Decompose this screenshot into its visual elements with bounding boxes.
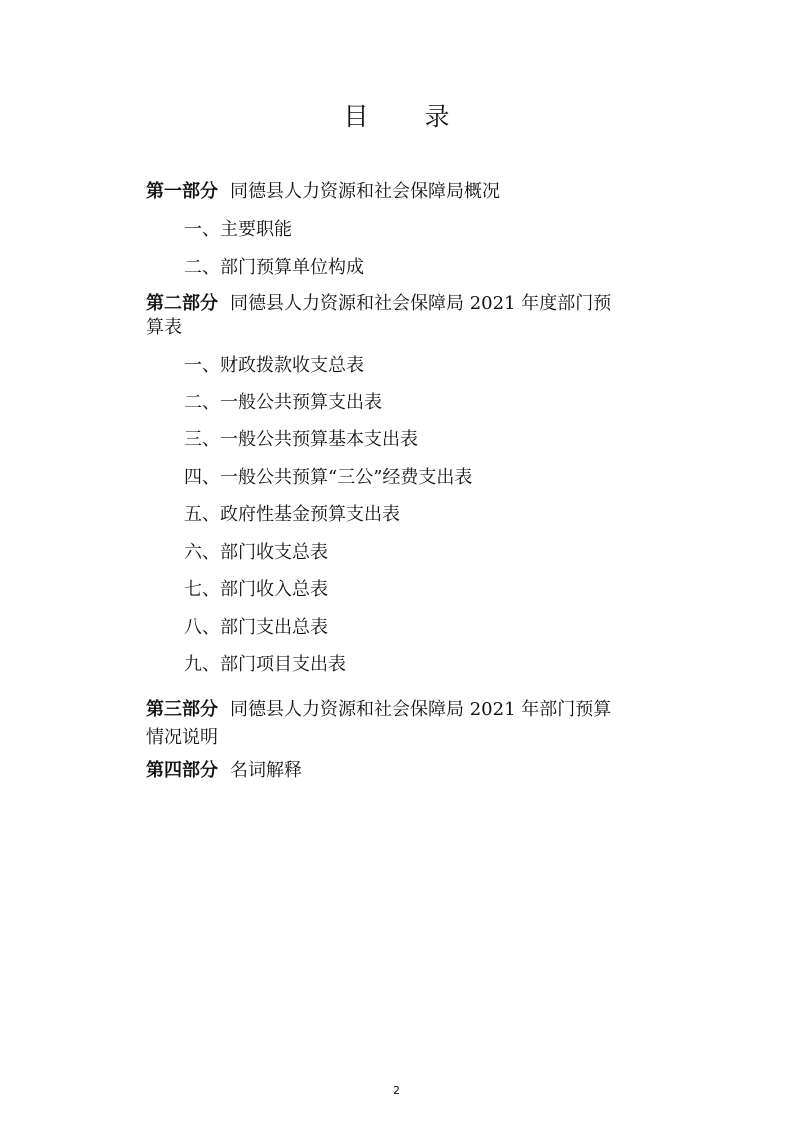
part-two-title-continuation: 算表	[146, 317, 182, 338]
part-one-item-main-duties: 一、主要职能	[184, 219, 292, 240]
part-two-item-4: 四、一般公共预算“三公”经费支出表	[184, 467, 473, 488]
part-one-label: 第一部分	[146, 181, 218, 202]
part-four-title: 名词解释	[230, 760, 302, 781]
toc-title: 目 录	[343, 102, 474, 131]
part-three-label: 第三部分	[146, 699, 218, 720]
part-three-title: 同德县人力资源和社会保障局 2021 年部门预算	[230, 699, 612, 720]
part-two-label: 第二部分	[146, 293, 218, 314]
part-one-item-budget-units: 二、部门预算单位构成	[184, 257, 364, 278]
part-two-item-9: 九、部门项目支出表	[184, 654, 346, 675]
part-two-item-1: 一、财政拨款收支总表	[184, 355, 364, 376]
part-two-item-5: 五、政府性基金预算支出表	[184, 504, 400, 525]
part-three-heading	[146, 696, 611, 724]
part-two-item-8: 八、部门支出总表	[184, 617, 328, 638]
part-two-item-6: 六、部门收支总表	[184, 542, 328, 563]
part-one-title: 同德县人力资源和社会保障局概况	[230, 181, 500, 202]
part-two-item-7: 七、部门收入总表	[184, 579, 328, 600]
part-four-heading	[146, 757, 302, 785]
page-number: 2	[393, 1084, 400, 1097]
part-two-heading	[146, 290, 611, 318]
part-two-title: 同德县人力资源和社会保障局 2021 年度部门预	[230, 293, 612, 314]
part-two-item-3: 三、一般公共预算基本支出表	[184, 429, 418, 450]
part-three-title-continuation: 情况说明	[146, 727, 218, 748]
part-two-item-2: 二、一般公共预算支出表	[184, 392, 382, 413]
part-one-heading	[146, 178, 500, 206]
part-four-label: 第四部分	[146, 760, 218, 781]
